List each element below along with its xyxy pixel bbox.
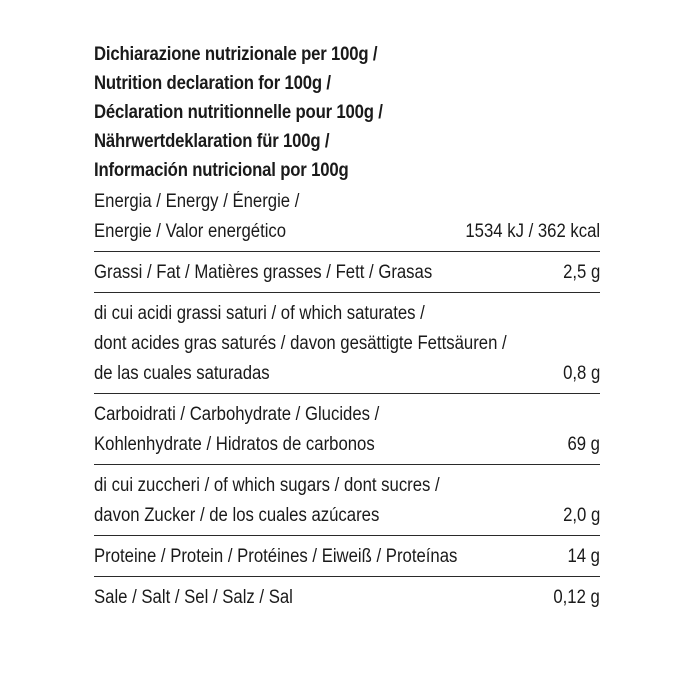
row-label-line: Proteine / Protein / Protéines / Eiweiß / Proteínas: [94, 546, 458, 567]
row-label-line: Sale / Salt / Sel / Salz / Sal: [94, 587, 293, 608]
row-fat: [94, 258, 600, 293]
row-energy: [94, 187, 600, 252]
row-label-line: di cui acidi grassi saturi / of which saturates /: [94, 303, 425, 324]
row-salt: [94, 583, 600, 617]
row-carbohydrate: [94, 400, 600, 465]
row-label-line: di cui zuccheri / of which sugars / dont sucres /: [94, 475, 440, 496]
row-value: 2,5 g: [562, 262, 600, 283]
header-line: Nutrition declaration for 100g /: [94, 73, 331, 94]
row-value: 14 g: [567, 546, 600, 567]
header-line: Dichiarazione nutrizionale per 100g /: [94, 44, 378, 65]
header-line: Información nutricional por 100g: [94, 160, 349, 181]
row-value: 0,8 g: [562, 363, 600, 384]
header-line: Nährwertdeklaration für 100g /: [94, 131, 330, 152]
row-protein: [94, 542, 600, 577]
nutrition-header: [94, 40, 600, 185]
row-label-line: dont acides gras saturés / davon gesättigte Fettsäuren /: [94, 333, 507, 354]
row-label-line: Carboidrati / Carbohydrate / Glucides /: [94, 404, 380, 425]
row-label-line: Energia / Energy / Énergie /: [94, 191, 300, 212]
row-label-line: Energie / Valor energético: [94, 221, 287, 242]
row-value: 69 g: [567, 434, 600, 455]
row-value: 1534 kJ / 362 kcal: [465, 221, 600, 242]
nutrition-rows: [94, 187, 600, 617]
row-saturates: [94, 299, 600, 394]
row-label-line: de las cuales saturadas: [94, 363, 270, 384]
row-value: 2,0 g: [562, 505, 600, 526]
row-value: 0,12 g: [553, 587, 600, 608]
row-label-line: Kohlenhydrate / Hidratos de carbonos: [94, 434, 375, 455]
row-sugars: [94, 471, 600, 536]
row-label-line: Grassi / Fat / Matières grasses / Fett / Grasas: [94, 262, 433, 283]
header-line: Déclaration nutritionnelle pour 100g /: [94, 102, 383, 123]
nutrition-label: [94, 40, 600, 623]
row-label-line: davon Zucker / de los cuales azúcares: [94, 505, 380, 526]
